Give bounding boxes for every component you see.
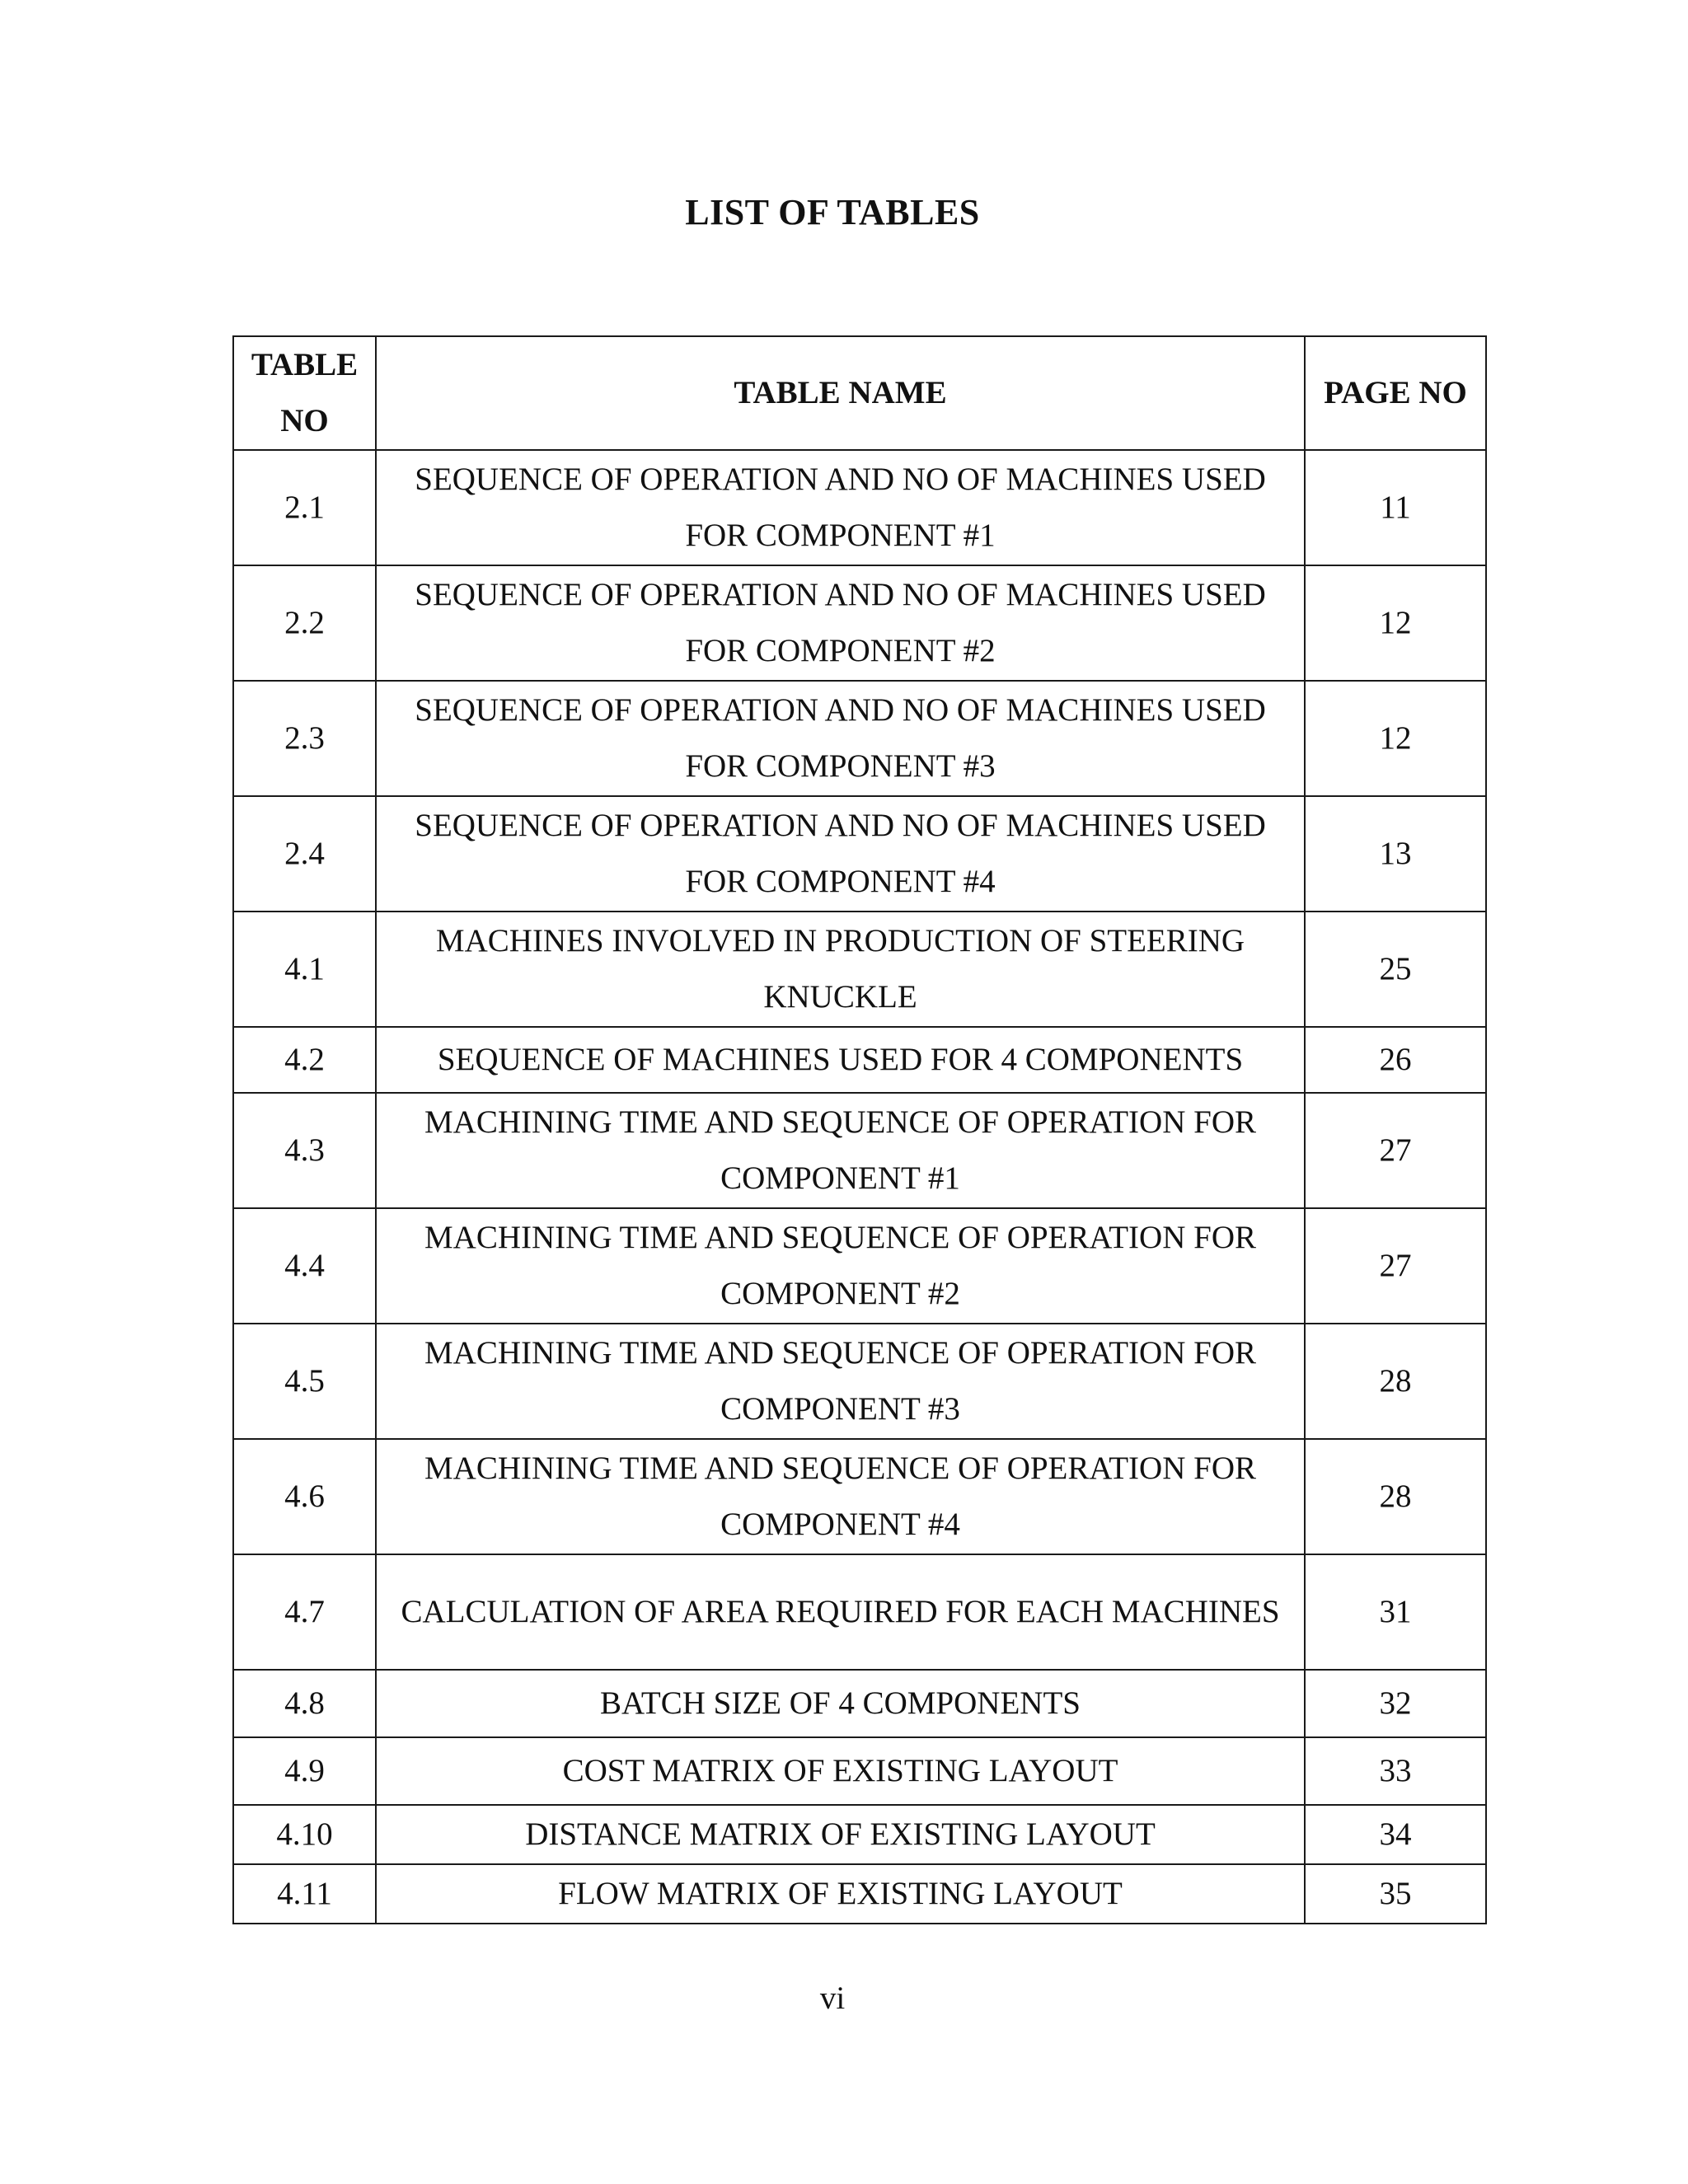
table-row xyxy=(233,1864,1486,1924)
table-number: 4.7 xyxy=(233,1554,376,1670)
table-row xyxy=(233,1208,1486,1324)
table-row xyxy=(233,1027,1486,1093)
table-name: MACHINING TIME AND SEQUENCE OF OPERATION FOR COMPONENT #3 xyxy=(376,1324,1305,1439)
page-number: 31 xyxy=(1305,1554,1486,1670)
page-number: 32 xyxy=(1305,1670,1486,1737)
table-number: 4.9 xyxy=(233,1737,376,1805)
page-number: 13 xyxy=(1305,796,1486,912)
page-number: 12 xyxy=(1305,565,1486,681)
page-number: 34 xyxy=(1305,1805,1486,1864)
table-number: 4.3 xyxy=(233,1093,376,1208)
table-number: 2.3 xyxy=(233,681,376,796)
table-name: SEQUENCE OF OPERATION AND NO OF MACHINES USED FOR COMPONENT #2 xyxy=(376,565,1305,681)
page-number: 27 xyxy=(1305,1208,1486,1324)
table-number: 4.10 xyxy=(233,1805,376,1864)
table-name: MACHINING TIME AND SEQUENCE OF OPERATION FOR COMPONENT #4 xyxy=(376,1439,1305,1554)
page-number: 11 xyxy=(1305,450,1486,565)
table-number: 4.6 xyxy=(233,1439,376,1554)
table-name: SEQUENCE OF MACHINES USED FOR 4 COMPONENTS xyxy=(376,1027,1305,1093)
table-row xyxy=(233,796,1486,912)
table-name: MACHINING TIME AND SEQUENCE OF OPERATION FOR COMPONENT #1 xyxy=(376,1093,1305,1208)
page-number: 26 xyxy=(1305,1027,1486,1093)
table-name: DISTANCE MATRIX OF EXISTING LAYOUT xyxy=(376,1805,1305,1864)
table-name: SEQUENCE OF OPERATION AND NO OF MACHINES USED FOR COMPONENT #1 xyxy=(376,450,1305,565)
page-number: 12 xyxy=(1305,681,1486,796)
table-number: 2.4 xyxy=(233,796,376,912)
table-row xyxy=(233,565,1486,681)
table-number: 4.8 xyxy=(233,1670,376,1737)
table-number: 4.5 xyxy=(233,1324,376,1439)
table-row xyxy=(233,1737,1486,1805)
table-name: SEQUENCE OF OPERATION AND NO OF MACHINES USED FOR COMPONENT #4 xyxy=(376,796,1305,912)
page-number: 28 xyxy=(1305,1439,1486,1554)
page-number: 25 xyxy=(1305,912,1486,1027)
page-number: 27 xyxy=(1305,1093,1486,1208)
header-table-no: TABLE NO xyxy=(233,336,376,450)
table-row xyxy=(233,1670,1486,1737)
table-row xyxy=(233,1805,1486,1864)
header-page-no: PAGE NO xyxy=(1305,336,1486,450)
table-name: FLOW MATRIX OF EXISTING LAYOUT xyxy=(376,1864,1305,1924)
table-row xyxy=(233,450,1486,565)
list-of-tables xyxy=(232,335,1487,1924)
table-row xyxy=(233,912,1486,1027)
page-number: 35 xyxy=(1305,1864,1486,1924)
page-footer-number: vi xyxy=(819,1980,846,2016)
table-header-row xyxy=(233,336,1486,450)
table-number: 4.11 xyxy=(233,1864,376,1924)
table-number: 2.1 xyxy=(233,450,376,565)
page-number: 33 xyxy=(1305,1737,1486,1805)
table-number: 4.4 xyxy=(233,1208,376,1324)
table-name: MACHINING TIME AND SEQUENCE OF OPERATION FOR COMPONENT #2 xyxy=(376,1208,1305,1324)
table-number: 4.1 xyxy=(233,912,376,1027)
table-row xyxy=(233,1554,1486,1670)
table-row xyxy=(233,681,1486,796)
page-number: 28 xyxy=(1305,1324,1486,1439)
table-row xyxy=(233,1324,1486,1439)
header-table-name: TABLE NAME xyxy=(376,336,1305,450)
table-number: 4.2 xyxy=(233,1027,376,1093)
page-title: LIST OF TABLES xyxy=(685,192,980,232)
table-name: COST MATRIX OF EXISTING LAYOUT xyxy=(376,1737,1305,1805)
table-number: 2.2 xyxy=(233,565,376,681)
table-row xyxy=(233,1439,1486,1554)
table-name: SEQUENCE OF OPERATION AND NO OF MACHINES USED FOR COMPONENT #3 xyxy=(376,681,1305,796)
table-name: MACHINES INVOLVED IN PRODUCTION OF STEERING KNUCKLE xyxy=(376,912,1305,1027)
table-row xyxy=(233,1093,1486,1208)
table-name: BATCH SIZE OF 4 COMPONENTS xyxy=(376,1670,1305,1737)
table-name: CALCULATION OF AREA REQUIRED FOR EACH MACHINES xyxy=(376,1554,1305,1670)
